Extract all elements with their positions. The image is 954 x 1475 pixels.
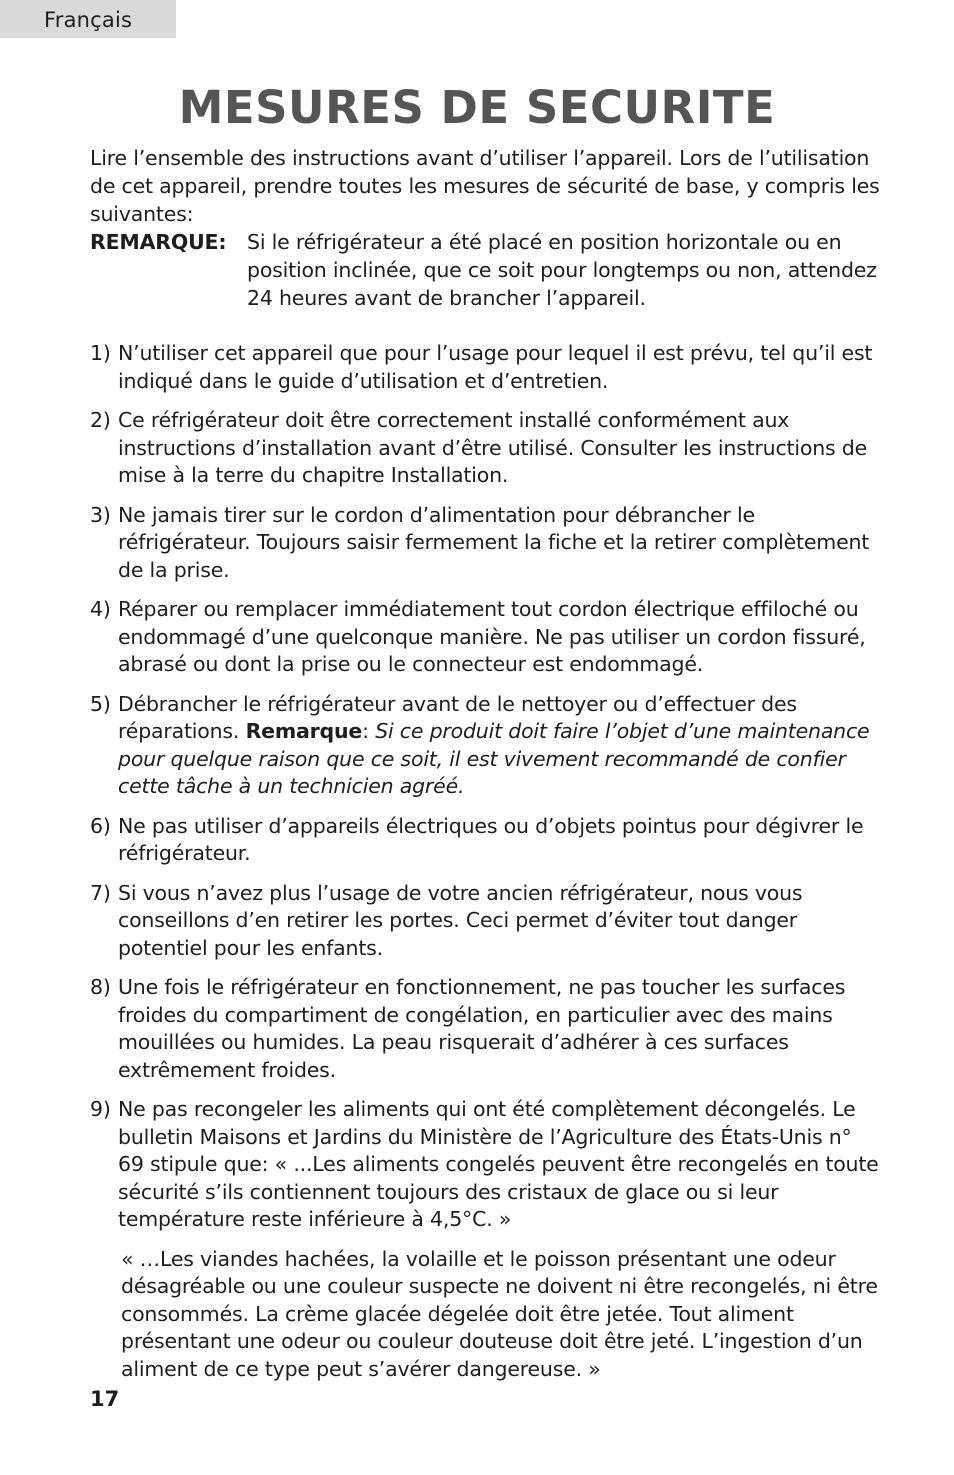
item-remark-separator: :	[362, 719, 369, 743]
remark-label: REMARQUE:	[90, 230, 227, 254]
item-number: 8)	[90, 975, 111, 999]
item-quote-text: « …Les viandes hachées, la volaille et le poisson présentant une odeur désagréable ou une couleur suspecte ne doivent ni être recongelés, ni être consommés. La crème glacée dégelée doit être jetée. Tout aliment présentant une odeur ou couleur douteuse doit être jeté. L’ingestion d’un aliment de ce type peut s’avérer dangereuse. »	[121, 1246, 878, 1381]
item-remark-text: Si ce produit doit faire l’objet d’une maintenance pour quelque raison que ce soit, il est vivement recommandé de confier cette tâche à un technicien agréé.	[118, 719, 870, 798]
item-text: Ne jamais tirer sur le cordon d’alimentation pour débrancher le réfrigérateur. Toujours saisir fermement la fiche et la retirer complètement de la prise.	[118, 502, 870, 582]
list-item	[90, 596, 880, 679]
list-item	[90, 813, 880, 868]
list-item	[90, 974, 880, 1084]
item-number: 1)	[90, 341, 111, 365]
main-content	[90, 144, 880, 1395]
item-number: 7)	[90, 880, 111, 905]
item-number: 2)	[90, 408, 111, 432]
item-number: 9)	[90, 1097, 111, 1121]
list-item	[90, 691, 880, 801]
page-number: 17	[90, 1387, 120, 1411]
item-text-block	[118, 691, 880, 801]
safety-rules-list	[90, 340, 880, 1383]
item-remark-label: Remarque	[245, 719, 363, 743]
item-number: 3)	[90, 502, 111, 527]
list-item	[90, 407, 880, 490]
list-item	[90, 502, 880, 585]
item-number: 5)	[90, 691, 111, 716]
item-text: N’utiliser cet appareil que pour l’usage pour lequel il est prévu, tel qu’il est indiqué dans le guide d’utilisation et d’entretien.	[118, 341, 873, 393]
language-tab: Français	[0, 0, 176, 38]
list-item	[90, 880, 880, 963]
page-title: MESURES DE SECURITE	[178, 81, 776, 134]
list-item	[90, 340, 880, 395]
remark-text: Si le réfrigérateur a été placé en position horizontale ou en position inclinée, que ce soit pour longtemps ou non, attendez 24 heures avant de brancher l’appareil.	[247, 230, 877, 310]
item-text: Ce réfrigérateur doit être correctement installé conformément aux instructions d’installation avant d’être utilisé. Consulter les instructions de mise à la terre du chapitre Installation.	[118, 408, 868, 487]
item-text: Réparer ou remplacer immédiatement tout cordon électrique effiloché ou endommagé d’une quelconque manière. Ne pas utiliser un cordon fissuré, abrasé ou dont la prise ou le connecteur est endommagé.	[118, 597, 866, 676]
item-text: Si vous n’avez plus l’usage de votre ancien réfrigérateur, nous vous conseillons d’en retirer les portes. Ceci permet d’éviter tout danger potentiel pour les enfants.	[118, 880, 803, 960]
item-text: Ne pas utiliser d’appareils électriques ou d’objets pointus pour dégivrer le réfrigérateur.	[118, 813, 864, 865]
item-text: Une fois le réfrigérateur en fonctionnement, ne pas toucher les surfaces froides du compartiment de congélation, en particulier avec des mains mouillées ou humides. La peau risquerait d’adhérer à ces surfaces extrêmement froides.	[118, 975, 846, 1082]
list-item	[90, 1096, 880, 1383]
item-number: 6)	[90, 813, 111, 838]
remark-block	[90, 228, 880, 312]
item-text: Débrancher le réfrigérateur avant de le nettoyer ou d’effectuer des réparations.	[118, 691, 797, 743]
intro-paragraph: Lire l’ensemble des instructions avant d’utiliser l’appareil. Lors de l’utilisation de cet appareil, prendre toutes les mesures de sécurité de base, y compris les suivantes:	[90, 146, 880, 226]
item-number: 4)	[90, 597, 111, 621]
item-text: Ne pas recongeler les aliments qui ont été complètement décongelés. Le bulletin Maisons et Jardins du Ministère de l’Agriculture des États-Unis n° 69 stipule que: « ...Les aliments congelés peuvent être recongelés en toute sécurité s’ils contiennent toujours des cristaux de glace ou si leur température reste inférieure à 4,5°C. »	[118, 1097, 879, 1231]
